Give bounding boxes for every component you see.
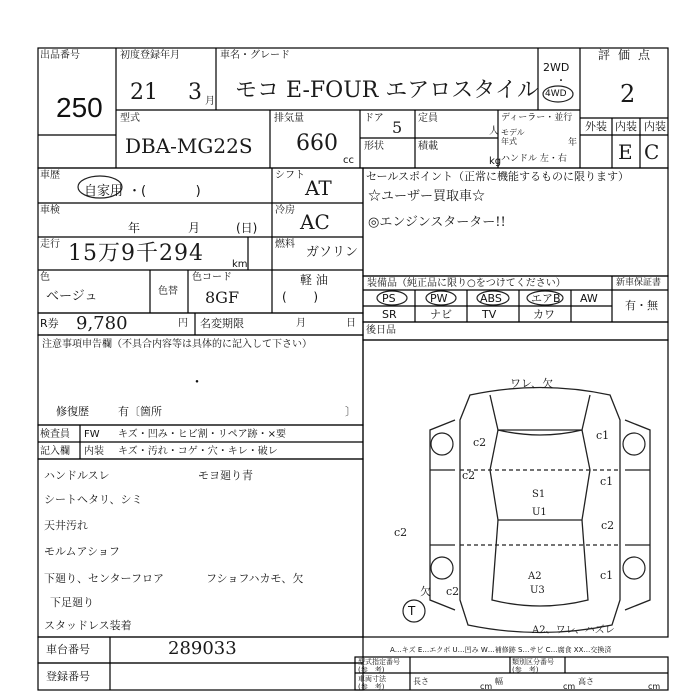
- mark-c2-e: c2: [446, 585, 460, 598]
- size-height-cm: cm: [648, 682, 661, 691]
- shift-value: AT: [305, 176, 332, 200]
- size-height: 高さ: [578, 677, 594, 686]
- mark-c1-a: c1: [596, 429, 610, 442]
- dealer-year-unit: 年: [568, 138, 578, 148]
- lot-label: 出品番号: [40, 50, 80, 61]
- size-length: 長さ: [413, 677, 429, 686]
- repair-close: 〕: [345, 405, 356, 418]
- legend: A…キズ E…エクボ U…凹み W…補修跡 S…サビ C…腐食 XX…交換済: [390, 646, 612, 654]
- displacement-unit: cc: [343, 155, 354, 166]
- inspector-note-1: ハンドルスレ: [44, 469, 110, 482]
- equipment-label: 装備品（純正品に限り○をつけてください）: [367, 278, 566, 289]
- mileage-label: 走行: [40, 239, 60, 250]
- displacement-label: 排気量: [274, 113, 304, 124]
- shift-label: シフト: [275, 170, 305, 181]
- mark-top: ワレ、欠: [510, 377, 554, 390]
- recycle-unit: 円: [178, 318, 188, 329]
- mark-c2-d: c2: [394, 526, 408, 539]
- inspector-note-6: 下足廻り: [50, 596, 94, 609]
- ext-label: 外装: [585, 120, 607, 133]
- load-unit: kg: [489, 156, 502, 167]
- recycle-value: 9,780: [76, 313, 128, 334]
- drive-4wd: 4WD: [545, 89, 567, 99]
- size-width-cm: cm: [563, 682, 576, 691]
- inspection-label: 車検: [40, 205, 60, 216]
- checker-fw: FW: [84, 429, 100, 440]
- equip-ps: PS: [382, 292, 396, 305]
- mark-u1: U1: [532, 507, 547, 518]
- ac-value: AC: [300, 210, 330, 234]
- model-label: 型式: [120, 113, 140, 124]
- repair-value: 有〔箇所: [118, 405, 162, 418]
- equip-tv: TV: [482, 308, 497, 321]
- dealer-model-year: モデル 年式: [501, 128, 525, 146]
- entry-label: 記入欄: [40, 446, 70, 457]
- sales-point-item-1: ☆ユーザー買取車☆: [368, 189, 486, 204]
- name-change-month: 月: [296, 318, 306, 329]
- score-value: 2: [620, 80, 636, 108]
- mark-c2-b: c2: [462, 469, 476, 482]
- inspection-day: (日): [236, 221, 258, 235]
- inspection-year: 年: [128, 221, 141, 235]
- mark-missing: 欠: [420, 585, 431, 598]
- mark-c2-a: c2: [473, 436, 487, 449]
- first-reg-month: 3: [188, 80, 202, 105]
- first-reg-year: 21: [130, 80, 158, 105]
- mark-c1-c: c1: [600, 569, 614, 582]
- name-change-day: 日: [346, 318, 356, 329]
- mark-u3: U3: [530, 585, 545, 596]
- first-reg-label: 初度登録年月: [120, 50, 180, 61]
- fuel-gas: ガソリン: [306, 245, 359, 260]
- checker-label: 検査員: [40, 429, 70, 440]
- equip-leather: カワ: [533, 308, 555, 321]
- notes-dot: ・: [190, 375, 204, 391]
- mileage-unit: km: [232, 259, 248, 270]
- size-label: 車両寸法 (参 考): [358, 675, 386, 691]
- fuel-paren: ( ): [282, 290, 319, 304]
- history-label: 車歴: [40, 170, 60, 181]
- chassis-label: 車台番号: [46, 643, 90, 656]
- equip-airbag: エアB: [531, 292, 561, 305]
- entry-row: キズ・汚れ・コゲ・穴・キレ・破レ: [118, 446, 278, 457]
- inspector-note-3: 天井汚れ: [44, 519, 88, 532]
- sales-point-item-2: ◎エンジンスターター!!: [368, 215, 506, 230]
- size-width: 幅: [495, 677, 503, 686]
- registration-label: 登録番号: [46, 670, 90, 683]
- fuel-diesel: 軽 油: [300, 273, 328, 287]
- mileage-value: 15万9千294: [68, 241, 204, 266]
- entry-inner: 内装: [84, 446, 104, 457]
- warranty-label: 新車保証書: [616, 278, 662, 288]
- doors-label: ドア: [364, 113, 384, 124]
- capacity-label: 定員: [418, 113, 438, 124]
- color-code-label: 色コード: [192, 272, 232, 283]
- dealer-label: ディーラー・並行: [501, 113, 573, 123]
- car-name-value: モコ E-FOUR エアロスタイル: [235, 78, 539, 103]
- class-no-label: 類別区分番号 (参 考): [512, 658, 554, 674]
- dealer-handle: ハンドル 左・右: [501, 154, 567, 164]
- checker-row: キズ・凹み・ヒビ割・リペア跡・×要: [118, 429, 286, 440]
- frame-no-label: 型式指定番号 (参 考): [358, 658, 400, 674]
- history-paren: ・( ): [128, 184, 201, 199]
- mark-s1: S1: [532, 489, 546, 500]
- model-value: DBA-MG22S: [125, 134, 253, 158]
- equip-navi: ナビ: [430, 308, 452, 321]
- inspection-month: 月: [188, 221, 201, 235]
- color-code-value: 8GF: [205, 288, 240, 307]
- inspector-note-4: モルムアショフ: [44, 545, 120, 558]
- name-change-label: 名変期限: [200, 317, 244, 330]
- spare-tire-icon: T: [408, 604, 416, 618]
- capacity-unit: 人: [489, 126, 499, 137]
- score-label: 評価点: [598, 48, 659, 62]
- mark-a2: A2: [528, 571, 542, 582]
- inspector-note-5: 下廻り、センターフロア: [44, 572, 165, 585]
- drive-sep: ・: [556, 76, 566, 87]
- sales-point-label: セールスポイント（正常に機能するものに限ります）: [366, 170, 630, 183]
- shape-label: 形状: [364, 141, 384, 152]
- int-label-top: 内装: [615, 120, 637, 133]
- inspector-note-7: スタッドレス装着: [44, 619, 132, 632]
- inspector-note-2: シートヘタリ、シミ: [44, 493, 143, 506]
- chassis-value: 289033: [168, 638, 237, 659]
- fuel-label: 燃料: [275, 239, 295, 250]
- color-swap-label: 色替: [158, 286, 178, 297]
- inspector-note-right-1: モヨ廻り青: [198, 469, 253, 482]
- history-value: 自家用: [84, 184, 124, 199]
- load-label: 積載: [418, 141, 438, 152]
- equip-pw: PW: [430, 292, 448, 305]
- diagram-caption: A2、ワレ、ハズレ: [532, 625, 615, 636]
- drive-2wd: 2WD: [543, 61, 570, 74]
- repair-label: 修復歴: [56, 405, 89, 418]
- notes-label: 注意事項申告欄（不具合内容等は具体的に記入して下さい）: [42, 339, 312, 350]
- int-grade: C: [644, 140, 660, 164]
- equip-aw: AW: [580, 292, 598, 305]
- lot-number: 250: [56, 92, 103, 123]
- int-label: 内装: [644, 120, 666, 133]
- size-length-cm: cm: [480, 682, 493, 691]
- ac-label: 冷房: [275, 205, 295, 216]
- rear-seat-label: 後日品: [366, 325, 396, 336]
- car-name-label: 車名・グレード: [220, 50, 290, 61]
- equip-abs: ABS: [480, 292, 502, 305]
- warranty-value: 有・無: [625, 299, 658, 312]
- color-label: 色: [40, 272, 50, 283]
- mark-c1-b: c1: [600, 475, 614, 488]
- ext-grade: E: [618, 140, 633, 164]
- mark-c2-c: c2: [601, 519, 615, 532]
- color-value: ベージュ: [46, 289, 98, 304]
- first-reg-month-unit: 月: [205, 96, 215, 107]
- equip-sr: SR: [382, 308, 397, 321]
- inspector-note-right-2: フショフハカモ、欠: [206, 572, 304, 585]
- displacement-value: 660: [296, 131, 338, 156]
- recycle-label: R券: [40, 317, 59, 330]
- doors-value: 5: [392, 118, 403, 137]
